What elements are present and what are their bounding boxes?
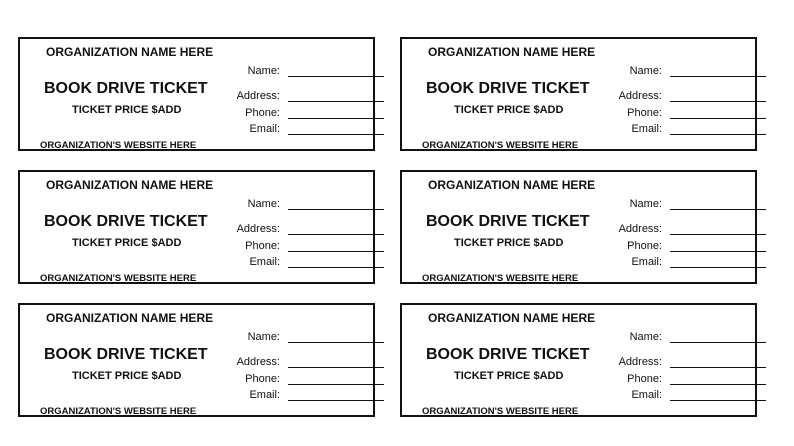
address-label: Address:: [618, 90, 662, 102]
name-label: Name:: [629, 65, 662, 77]
email-field-line[interactable]: [288, 267, 384, 268]
name-label: Name:: [247, 331, 280, 343]
phone-field-line[interactable]: [288, 384, 384, 385]
name-field-line[interactable]: [288, 76, 384, 77]
name-label: Name:: [247, 65, 280, 77]
organization-name: ORGANIZATION NAME HERE: [428, 311, 596, 325]
ticket-title: BOOK DRIVE TICKET: [426, 80, 590, 97]
email-label: Email:: [631, 389, 662, 401]
phone-label: Phone:: [627, 373, 662, 385]
organization-website: ORGANIZATION'S WEBSITE HERE: [40, 140, 197, 151]
email-label: Email:: [249, 389, 280, 401]
address-label: Address:: [618, 223, 662, 235]
phone-field-line[interactable]: [670, 251, 766, 252]
organization-website: ORGANIZATION'S WEBSITE HERE: [40, 273, 197, 284]
organization-name: ORGANIZATION NAME HERE: [428, 45, 596, 59]
email-label: Email:: [249, 123, 280, 135]
address-field-line[interactable]: [670, 367, 766, 368]
ticket-price: TICKET PRICE $ADD: [454, 237, 564, 249]
name-label: Name:: [247, 198, 280, 210]
address-label: Address:: [236, 223, 280, 235]
name-label: Name:: [629, 198, 662, 210]
address-field-line[interactable]: [288, 234, 384, 235]
name-field-line[interactable]: [670, 76, 766, 77]
address-field-line[interactable]: [288, 367, 384, 368]
phone-field-line[interactable]: [288, 251, 384, 252]
email-field-line[interactable]: [670, 134, 766, 135]
organization-name: ORGANIZATION NAME HERE: [46, 178, 214, 192]
ticket-price: TICKET PRICE $ADD: [72, 370, 182, 382]
ticket: [400, 303, 757, 417]
ticket-title: BOOK DRIVE TICKET: [426, 346, 590, 363]
organization-website: ORGANIZATION'S WEBSITE HERE: [40, 406, 197, 417]
phone-field-line[interactable]: [288, 118, 384, 119]
phone-label: Phone:: [245, 240, 280, 252]
address-label: Address:: [236, 356, 280, 368]
email-field-line[interactable]: [288, 400, 384, 401]
ticket: [400, 170, 757, 284]
organization-website: ORGANIZATION'S WEBSITE HERE: [422, 273, 579, 284]
email-label: Email:: [631, 123, 662, 135]
address-field-line[interactable]: [670, 101, 766, 102]
phone-label: Phone:: [627, 107, 662, 119]
name-field-line[interactable]: [288, 342, 384, 343]
phone-label: Phone:: [245, 107, 280, 119]
organization-website: ORGANIZATION'S WEBSITE HERE: [422, 140, 579, 151]
phone-field-line[interactable]: [670, 118, 766, 119]
organization-name: ORGANIZATION NAME HERE: [46, 45, 214, 59]
phone-field-line[interactable]: [670, 384, 766, 385]
ticket: [18, 170, 375, 284]
ticket-price: TICKET PRICE $ADD: [454, 104, 564, 116]
phone-label: Phone:: [627, 240, 662, 252]
ticket-title: BOOK DRIVE TICKET: [44, 346, 208, 363]
ticket-title: BOOK DRIVE TICKET: [426, 213, 590, 230]
phone-label: Phone:: [245, 373, 280, 385]
name-field-line[interactable]: [670, 209, 766, 210]
address-field-line[interactable]: [288, 101, 384, 102]
ticket-price: TICKET PRICE $ADD: [454, 370, 564, 382]
address-label: Address:: [236, 90, 280, 102]
email-field-line[interactable]: [670, 267, 766, 268]
organization-website: ORGANIZATION'S WEBSITE HERE: [422, 406, 579, 417]
address-label: Address:: [618, 356, 662, 368]
ticket: [18, 37, 375, 151]
name-field-line[interactable]: [670, 342, 766, 343]
organization-name: ORGANIZATION NAME HERE: [46, 311, 214, 325]
ticket: [400, 37, 757, 151]
ticket-price: TICKET PRICE $ADD: [72, 104, 182, 116]
email-field-line[interactable]: [288, 134, 384, 135]
name-label: Name:: [629, 331, 662, 343]
email-label: Email:: [631, 256, 662, 268]
ticket-price: TICKET PRICE $ADD: [72, 237, 182, 249]
ticket-title: BOOK DRIVE TICKET: [44, 213, 208, 230]
ticket-title: BOOK DRIVE TICKET: [44, 80, 208, 97]
organization-name: ORGANIZATION NAME HERE: [428, 178, 596, 192]
email-field-line[interactable]: [670, 400, 766, 401]
ticket: [18, 303, 375, 417]
address-field-line[interactable]: [670, 234, 766, 235]
name-field-line[interactable]: [288, 209, 384, 210]
email-label: Email:: [249, 256, 280, 268]
